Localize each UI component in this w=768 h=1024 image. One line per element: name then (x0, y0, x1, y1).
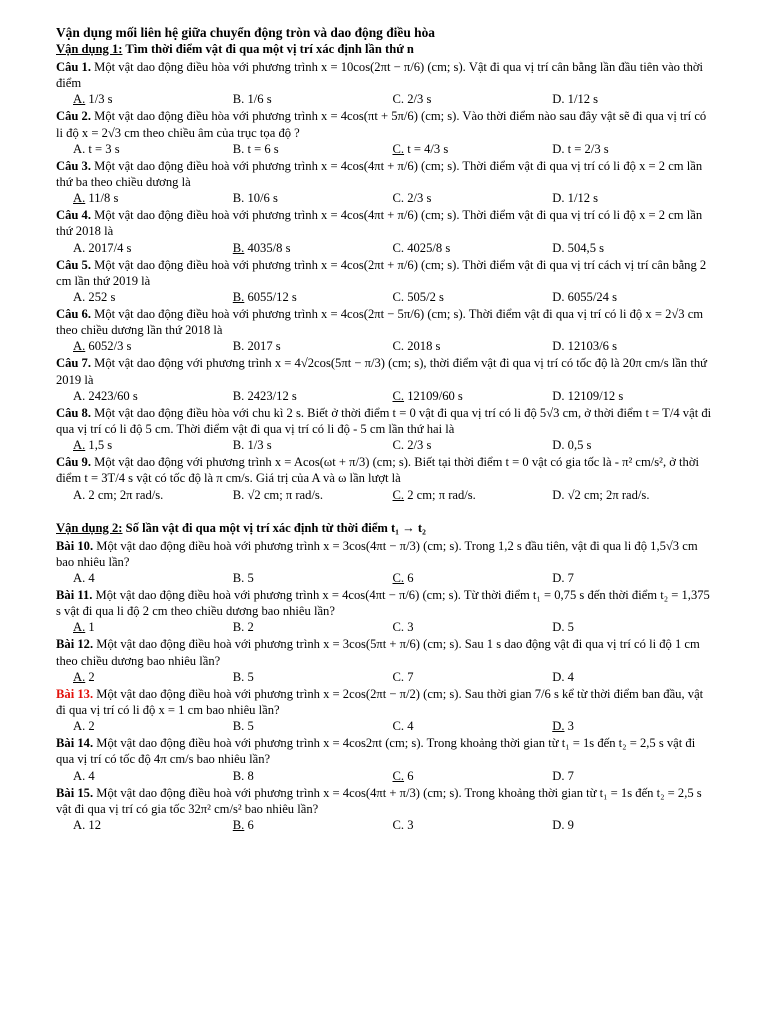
answer-option (393, 240, 553, 256)
answer-value: 2 cm; 2π rad/s. (85, 487, 164, 502)
question-number: Câu 7. (56, 356, 91, 371)
answer-options (56, 240, 712, 256)
answer-letter: B. (232, 141, 245, 156)
answer-letter: D. (552, 290, 565, 305)
answer-option (393, 487, 553, 503)
answer-option (393, 289, 553, 305)
answer-value: 4 (404, 719, 414, 734)
answer-option (73, 619, 233, 635)
answer-options (56, 141, 712, 157)
answer-letter: D. (552, 141, 565, 156)
answer-letter: A. (73, 141, 86, 156)
answer-option (73, 718, 233, 734)
question-number: Bài 11. (56, 588, 93, 603)
answer-value: 2018 s (404, 339, 441, 354)
answer-value: 3 (404, 818, 414, 833)
document-body (56, 41, 712, 833)
answer-value: 1/6 s (244, 92, 272, 107)
answer-letter: D. (552, 571, 565, 586)
answer-value: 505/2 s (404, 290, 444, 305)
answer-value: √2 cm; 2π rad/s. (564, 487, 650, 502)
answer-value: 5 (244, 571, 254, 586)
answer-value: 5 (564, 620, 574, 635)
answer-value: 504,5 s (564, 240, 605, 255)
answer-letter: D. (552, 339, 565, 354)
answer-value: 2017 s (244, 339, 281, 354)
answer-option (233, 669, 393, 685)
answer-option (552, 437, 712, 453)
question-number: Câu 2. (56, 109, 91, 124)
answer-value: t = 3 s (85, 141, 120, 156)
answer-option (73, 91, 233, 107)
answer-letter-correct: A. (73, 620, 86, 635)
question (56, 257, 712, 289)
answer-letter: B. (232, 669, 245, 684)
answer-letter: D. (552, 438, 565, 453)
answer-letter: C. (392, 240, 405, 255)
question-number: Câu 5. (56, 257, 91, 272)
answer-value: 6055/12 s (244, 290, 297, 305)
answer-value: 2/3 s (404, 438, 432, 453)
question (56, 108, 712, 140)
answer-option (552, 289, 712, 305)
question-number: Bài 15. (56, 785, 94, 800)
question-number: Bài 10. (56, 538, 94, 553)
question-text: Một vật dao động điều hoà với phương trình x = 4cos2πt (cm; s). Trong khoảng thời gian từ t₁ = 1s đến t₂ = 2,5 s vật đi qua vị trí có tốc độ 4π cm/s bao nhiêu lần? (56, 736, 696, 767)
answer-value: 3 (404, 620, 414, 635)
section-title: Số lần vật đi qua một vị trí xác định từ thời điểm t₁ → t₂ (122, 520, 426, 535)
answer-option (233, 289, 393, 305)
question (56, 686, 712, 718)
answer-value: 1 (85, 620, 95, 635)
answer-option (393, 718, 553, 734)
answer-option (233, 817, 393, 833)
answer-option (552, 570, 712, 586)
answer-option (552, 817, 712, 833)
answer-letter: B. (232, 719, 245, 734)
answer-options (56, 437, 712, 453)
answer-letter: D. (552, 818, 565, 833)
answer-letter: D. (552, 768, 565, 783)
answer-value: 10/6 s (244, 191, 278, 206)
answer-value: t = 6 s (244, 141, 279, 156)
answer-options (56, 817, 712, 833)
answer-value: 12103/6 s (564, 339, 617, 354)
question-text: Một vật dao động điều hoà với phương trình x = 4cos(2πt + π/6) (cm; s). Thời điểm vật đi qua vị trí cách vị trí cân bằng 2 cm lần thứ 2019 là (56, 257, 707, 288)
answer-value: 2 (85, 669, 95, 684)
answer-options (56, 91, 712, 107)
question-number: Câu 9. (56, 455, 91, 470)
answer-letter: A. (73, 240, 86, 255)
answer-option (233, 240, 393, 256)
answer-letter: D. (552, 388, 565, 403)
answer-letter: A. (73, 768, 86, 783)
question (56, 735, 712, 767)
answer-options (56, 388, 712, 404)
answer-options (56, 669, 712, 685)
answer-option (73, 240, 233, 256)
question-number: Câu 6. (56, 307, 91, 322)
answer-letter-correct: C. (392, 571, 405, 586)
answer-letter: B. (232, 620, 245, 635)
answer-letter-correct: A. (73, 339, 86, 354)
answer-options (56, 190, 712, 206)
question (56, 355, 712, 387)
answer-option (552, 338, 712, 354)
answer-value: 1,5 s (85, 438, 113, 453)
answer-option (73, 768, 233, 784)
answer-value: 4 (564, 669, 574, 684)
answer-options (56, 718, 712, 734)
question-text: Một vật dao động điều hoà với phương trình x = 4cos(4πt + π/6) (cm; s). Thời điểm vật đi qua vị trí có li độ x = 2 cm lần thứ 2018 là (56, 208, 703, 239)
answer-value: 7 (404, 669, 414, 684)
answer-letter: A. (73, 388, 86, 403)
answer-letter: B. (232, 487, 245, 502)
question-text: Một vật dao động điều hòa với chu kì 2 s. Biết ở thời điểm t = 0 vật đi qua vị trí có li độ 5√3 cm, ở thời điểm t = T/4 vật đi qua vị trí có li độ 5 cm. Thời điểm vật đi qua vị trí có li độ - 5 cm lần thứ hai là (56, 405, 712, 437)
answer-value: 7 (564, 768, 574, 783)
answer-options (56, 570, 712, 586)
answer-value: 6 (244, 818, 254, 833)
question (56, 158, 712, 190)
answer-letter: D. (552, 669, 565, 684)
answer-option (393, 570, 553, 586)
question-text: Một vật dao động với phương trình x = 4√2cos(5πt − π/3) (cm; s), thời điểm vật đi qua vị trí có tốc độ là 20π cm/s lần thứ 2019 là (56, 356, 707, 387)
answer-option (393, 141, 553, 157)
answer-value: 12 (85, 818, 101, 833)
answer-value: 1/12 s (564, 92, 599, 107)
answer-option (233, 619, 393, 635)
answer-letter: B. (232, 339, 245, 354)
answer-option (73, 141, 233, 157)
question-number: Câu 3. (56, 158, 91, 173)
answer-option (552, 388, 712, 404)
answer-value: 4 (85, 768, 95, 783)
answer-value: 0,5 s (564, 438, 592, 453)
question-text: Một vật dao động điều hoà với phương trình x = 3cos(4πt − π/3) (cm; s). Trong 1,2 s đầu tiên, vật đi qua li độ 1,5√3 cm bao nhiêu lần? (56, 538, 698, 569)
answer-letter: A. (73, 571, 86, 586)
answer-value: 2 (85, 719, 95, 734)
question-text: Một vật dao động điều hòa với phương trình x = 4cos(πt + 5π/6) (cm; s). Vào thời điểm nào sau đây vật sẽ đi qua vị trí có li độ x = 2√3 cm theo chiều âm của trục tọa độ ? (56, 109, 707, 140)
answer-value: 6 (404, 571, 414, 586)
answer-option (552, 240, 712, 256)
answer-letter-correct: D. (552, 719, 565, 734)
answer-letter: C. (392, 719, 405, 734)
question (56, 207, 712, 239)
answer-option (233, 718, 393, 734)
answer-options (56, 338, 712, 354)
question (56, 636, 712, 668)
answer-value: 252 s (85, 290, 116, 305)
answer-option (393, 437, 553, 453)
answer-options (56, 289, 712, 305)
answer-letter: C. (392, 438, 405, 453)
answer-value: 3 (564, 719, 574, 734)
section-title: Tìm thời điểm vật đi qua một vị trí xác định lần thứ n (122, 42, 414, 56)
answer-options (56, 487, 712, 503)
answer-letter-correct: A. (73, 438, 86, 453)
answer-option (393, 388, 553, 404)
answer-option (233, 190, 393, 206)
question-text: Một vật dao động điều hoà với phương trình x = 4cos(4πt + π/3) (cm; s). Trong khoảng thời gian từ t₁ = 1s đến t₂ = 2,5 s vật đi qua vị trí có gia tốc 32π² cm/s² bao nhiêu lần? (56, 785, 702, 816)
answer-value: 4 (85, 571, 95, 586)
section-heading (56, 41, 712, 58)
answer-letter: D. (552, 240, 565, 255)
answer-option (73, 437, 233, 453)
answer-option (73, 817, 233, 833)
answer-letter: C. (392, 669, 405, 684)
question-number: Câu 8. (56, 405, 91, 420)
answer-value: 6052/3 s (85, 339, 132, 354)
question (56, 785, 712, 817)
answer-option (552, 768, 712, 784)
answer-letter: D. (552, 191, 565, 206)
answer-value: 2/3 s (404, 92, 432, 107)
answer-letter: D. (552, 92, 565, 107)
question-text: Một vật dao động với phương trình x = Acos(ωt + π/3) (cm; s). Biết tại thời điểm t = 0 vật có gia tốc là - π² cm/s², ở thời điểm t = 3T/4 s vật có tốc độ là π cm/s. Giá trị của A và ω lần lượt là (56, 455, 699, 486)
answer-options (56, 768, 712, 784)
answer-letter: B. (232, 438, 245, 453)
answer-option (393, 669, 553, 685)
answer-value: 2423/60 s (85, 388, 138, 403)
answer-option (552, 669, 712, 685)
answer-option (233, 570, 393, 586)
answer-option (393, 91, 553, 107)
answer-letter: A. (73, 290, 86, 305)
answer-letter: B. (232, 92, 245, 107)
answer-option (233, 487, 393, 503)
answer-option (552, 487, 712, 503)
answer-option (393, 817, 553, 833)
answer-letter: D. (552, 620, 565, 635)
answer-letter: C. (392, 92, 405, 107)
section-spacer (56, 503, 712, 520)
answer-letter-correct: B. (232, 240, 245, 255)
question (56, 306, 712, 338)
answer-option (73, 669, 233, 685)
answer-value: 1/12 s (564, 191, 599, 206)
page-title: Vận dụng mối liên hệ giữa chuyển động tròn và dao động điều hòa (56, 25, 435, 40)
answer-letter: D. (552, 487, 565, 502)
question-number: Bài 12. (56, 637, 94, 652)
question-text: Một vật dao động điều hoà với phương trình x = 4cos(2πt − 5π/6) (cm; s). Thời điểm vật đi qua vị trí có li độ x = 2√3 cm theo chiều dương lần thứ 2018 là (56, 307, 704, 338)
answer-option (393, 619, 553, 635)
answer-value: 12109/60 s (404, 388, 463, 403)
answer-letter: C. (392, 620, 405, 635)
answer-letter-correct: A. (73, 92, 86, 107)
question-number: Câu 4. (56, 208, 91, 223)
answer-value: 6 (404, 768, 414, 783)
question (56, 538, 712, 570)
answer-letter: B. (232, 191, 245, 206)
answer-option (233, 338, 393, 354)
answer-option (73, 388, 233, 404)
answer-letter-correct: C. (392, 141, 405, 156)
question-text: Một vật dao động điều hoà với phương trình x = 2cos(2πt − π/2) (cm; s). Sau thời gian 7/6 s kể từ thời điểm ban đầu, vật đi qua vị trí có li độ x = 1 cm bao nhiêu lần? (56, 686, 704, 718)
question (56, 59, 712, 91)
answer-value: 2 cm; π rad/s. (404, 487, 476, 502)
question (56, 454, 712, 486)
question-number: Câu 1. (56, 60, 91, 74)
question-text: Một vật dao động điều hoà với phương trình x = 4cos(4πt − π/6) (cm; s). Từ thời điểm t₁ = 0,75 s đến thời điểm t₂ = 1,375 s vật đi qua li độ 2 cm theo chiều dương bao nhiêu lần? (56, 588, 710, 619)
answer-option (393, 768, 553, 784)
answer-value: 1/3 s (244, 438, 272, 453)
answer-letter: C. (392, 191, 405, 206)
answer-value: 4035/8 s (244, 240, 291, 255)
section-heading (56, 520, 712, 537)
answer-option (552, 619, 712, 635)
question-text: Một vật dao động điều hoà với phương trình x = 4cos(4πt + π/6) (cm; s). Thời điểm vật đi qua vị trí có li độ x = 2 cm lần thứ ba theo chiều dương là (56, 158, 703, 190)
answer-letter-correct: C. (392, 388, 405, 403)
answer-option (552, 91, 712, 107)
answer-value: 8 (244, 768, 254, 783)
answer-value: t = 4/3 s (404, 141, 449, 156)
answer-letter-correct: A. (73, 191, 86, 206)
answer-options (56, 619, 712, 635)
answer-option (233, 91, 393, 107)
answer-letter-correct: C. (392, 768, 405, 783)
answer-value: 12109/12 s (564, 388, 624, 403)
answer-value: 11/8 s (85, 191, 119, 206)
answer-option (73, 487, 233, 503)
answer-letter: B. (232, 768, 245, 783)
answer-letter: B. (232, 388, 245, 403)
answer-letter: A. (73, 719, 86, 734)
answer-value: 2 (244, 620, 254, 635)
answer-value: √2 cm; π rad/s. (244, 487, 323, 502)
answer-letter: C. (392, 818, 405, 833)
answer-value: 9 (564, 818, 574, 833)
answer-option (552, 190, 712, 206)
answer-letter-correct: B. (232, 818, 245, 833)
answer-letter: C. (392, 290, 405, 305)
answer-option (393, 338, 553, 354)
answer-letter-correct: A. (73, 669, 86, 684)
answer-option (233, 141, 393, 157)
answer-letter: C. (392, 339, 405, 354)
answer-option (233, 388, 393, 404)
answer-option (393, 190, 553, 206)
answer-value: 5 (244, 669, 254, 684)
answer-option (552, 141, 712, 157)
question-text: Một vật dao động điều hòa với phương trình x = 10cos(2πt − π/6) (cm; s). Vật đi qua vị trí cân bằng lần đầu tiên vào thời điểm (56, 60, 704, 91)
answer-value: t = 2/3 s (564, 141, 609, 156)
answer-letter-correct: B. (232, 290, 245, 305)
question (56, 587, 712, 619)
question-number: Bài 14. (56, 736, 94, 751)
answer-letter-correct: C. (392, 487, 405, 502)
answer-option (552, 718, 712, 734)
answer-value: 7 (564, 571, 574, 586)
answer-option (233, 768, 393, 784)
answer-option (233, 437, 393, 453)
answer-letter: A. (73, 818, 86, 833)
answer-option (73, 289, 233, 305)
answer-letter: A. (73, 487, 86, 502)
answer-value: 5 (244, 719, 254, 734)
answer-letter: B. (232, 571, 245, 586)
answer-value: 2017/4 s (85, 240, 132, 255)
answer-value: 2/3 s (404, 191, 432, 206)
answer-value: 2423/12 s (244, 388, 297, 403)
answer-value: 4025/8 s (404, 240, 451, 255)
question-number: Bài 13. (56, 686, 94, 701)
answer-value: 6055/24 s (564, 290, 617, 305)
section-label: Vận dụng 2: (56, 520, 123, 535)
answer-option (73, 570, 233, 586)
question (56, 405, 712, 437)
answer-option (73, 190, 233, 206)
question-text: Một vật dao động điều hoà với phương trình x = 3cos(5πt + π/6) (cm; s). Sau 1 s dao động vật đi qua vị trí có li độ 1 cm theo chiều dương bao nhiêu lần? (56, 637, 700, 668)
section-label: Vận dụng 1: (56, 42, 123, 56)
answer-option (73, 338, 233, 354)
answer-value: 1/3 s (85, 92, 113, 107)
